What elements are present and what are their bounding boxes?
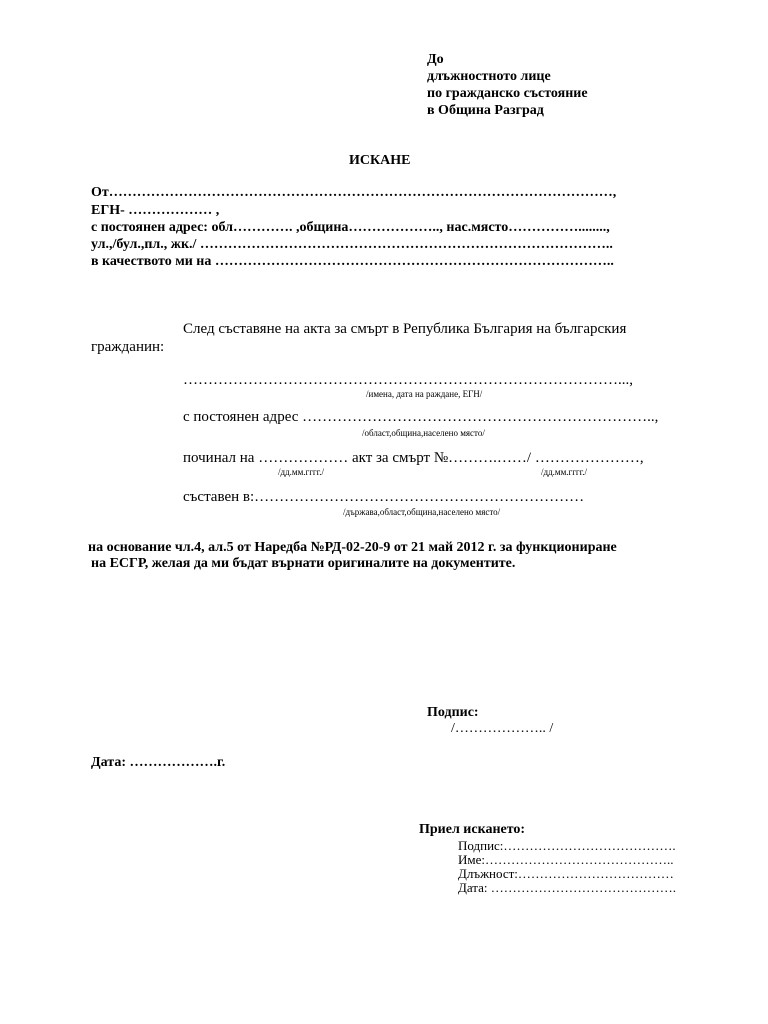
received-date-field: Дата: ……………………………………. bbox=[458, 880, 677, 895]
addressee-line-4: в Община Разград bbox=[427, 103, 544, 118]
addressee-line-3: по гражданско състояние bbox=[427, 86, 588, 101]
intro-text: След съставяне на акта за смърт в Република България на българския bbox=[183, 321, 627, 337]
signature-line: /……………….. / bbox=[451, 721, 554, 736]
deceased-names-caption: /имена, дата на раждане, ЕГН/ bbox=[366, 389, 483, 399]
legal-basis-text: на основание чл.4, ал.5 от Наредба №РД-02-20-9 от 21 май 2012 г. за функциониране bbox=[88, 540, 617, 555]
death-date-caption: /дд.мм.гггг./ bbox=[278, 467, 325, 477]
signature-label: Подпис: bbox=[427, 705, 479, 720]
applicant-from-field: От………………………………………………………………………………………………, bbox=[91, 185, 617, 200]
received-name-field: Име:…………………………………….. bbox=[458, 852, 674, 867]
addressee-line-2: длъжностното лице bbox=[427, 69, 551, 84]
document-title: ИСКАНЕ bbox=[349, 153, 411, 168]
issued-in-caption: /държава,област,община,населено място/ bbox=[343, 507, 501, 517]
date-field: Дата: ……………….г. bbox=[91, 755, 226, 770]
applicant-address-field: с постоянен адрес: обл…………. ,община……………….., нас.място……………........, bbox=[91, 220, 610, 235]
intro-text-continued: гражданин: bbox=[91, 339, 165, 355]
legal-basis-text-continued: на ЕСГР, желая да ми бъдат върнати оригиналите на документите. bbox=[91, 556, 516, 571]
applicant-street-field: ул.,/бул.,пл., жк./ …………………………………………………………………………….. bbox=[91, 237, 613, 252]
act-date-caption: /дд.мм.гггг./ bbox=[541, 467, 588, 477]
applicant-egn-field: ЕГН- ……………… , bbox=[91, 203, 220, 218]
received-title: Приел искането: bbox=[419, 822, 526, 837]
deceased-address-caption: /област,община,населено място/ bbox=[362, 428, 485, 438]
issued-in-field: съставен в:………………………………………………………… bbox=[183, 489, 585, 505]
deceased-names-field: ……………………………………………………………………………..., bbox=[183, 372, 633, 388]
received-signature-field: Подпис:…………………………………. bbox=[458, 838, 676, 853]
addressee-line-1: До bbox=[427, 52, 444, 67]
deceased-address-field: с постоянен адрес …………………………………………………………….., bbox=[183, 409, 659, 425]
death-act-field: починал на ……………… акт за смърт №……….……/ …………………, bbox=[183, 450, 644, 466]
applicant-capacity-field: в качеството ми на ………………………………………………………………………….. bbox=[91, 254, 614, 269]
received-position-field: Длъжност:……………………………… bbox=[458, 866, 674, 881]
